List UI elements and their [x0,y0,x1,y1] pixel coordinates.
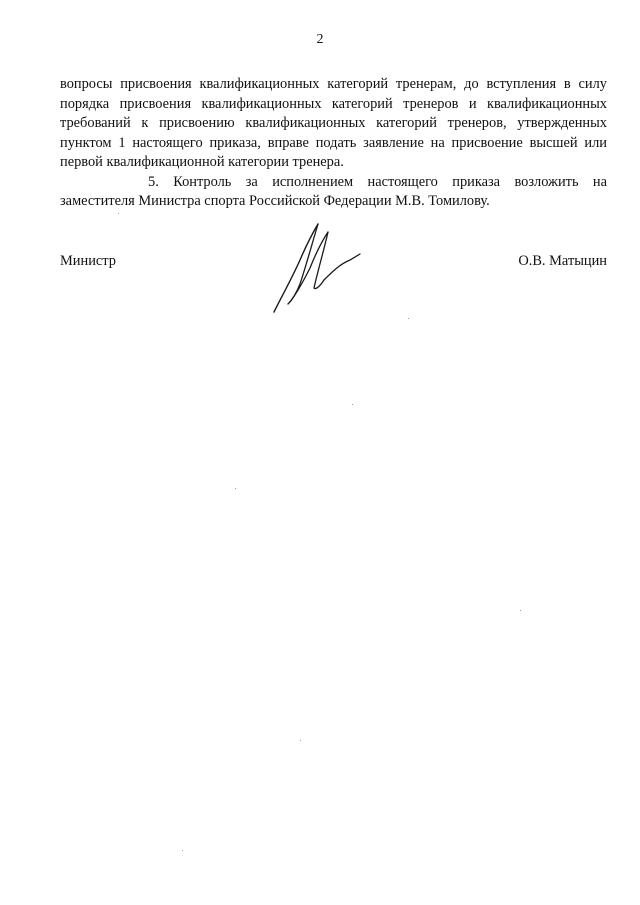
signatory-name: О.В. Матыцин [518,253,607,269]
paragraph-continued: вопросы присвоения квалификационных категорий тренерам, до вступления в силу порядка присвоения квалификационных категорий тренеров и квалификационных требований к присвоению квалификационных категорий тренеров, утвержденных пунктом 1 настоящего приказа, вправе подать заявление на присвоение высшей или первой квалификационной категории тренера. [60,76,607,170]
page-number: 2 [316,32,324,47]
scan-speck [408,318,409,319]
scan-speck [118,213,119,214]
scan-speck [520,610,521,611]
item-number: 5. [148,173,159,190]
paragraph-item-5 [60,173,607,212]
scan-speck [300,740,301,741]
handwritten-signature [268,218,368,316]
document-body [60,75,607,212]
scan-speck [182,850,183,851]
scan-speck [235,488,236,489]
item-text: Контроль за исполнением настоящего приказа возложить на заместителя Министра спорта Российской Федерации М.В. Томилову. [60,173,607,209]
signatory-title: Министр [60,253,116,269]
scan-speck [352,404,353,405]
